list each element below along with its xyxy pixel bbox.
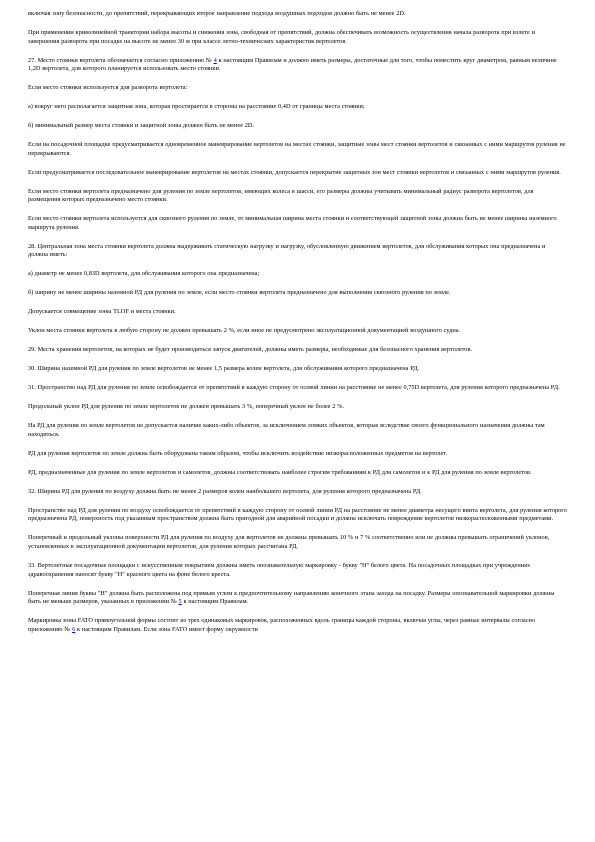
paragraph: 33. Вертолетные посадочные площадки с искусственным покрытием должны иметь опознавательную маркировку - букву "H" белого цвета. На посадочных площадках при учреждениях здравоохранения наносят букву "H" красного цвета на фоне белого креста. xyxy=(28,561,531,578)
paragraph: РД, предназначенные для руления по земле вертолетов и самолетов, должны соответствовать наиболее строгим требованиям к РД для самолетов и к РД для руления по земле вертолетов. xyxy=(28,468,532,476)
paragraph: Если место стоянки используется для разворота вертолета: xyxy=(28,84,188,92)
paragraph: При применении криволинейной траектории набора высоты и снижения зона, свободная от препятствий, должна обеспечивать возможность осуществления начала разворота при взлете и завершения разворота при посадке на высоте не менее 30 м при классе летно-технических характеристик вертолетов. xyxy=(28,28,535,45)
paragraph-text: к настоящим Правилам. Если зона FATO имеет форму окружности xyxy=(75,625,258,633)
paragraph: 28. Центральная зона места стоянки вертолета должна выдерживать статическую нагрузку и нагрузку, обусловленную движением вертолетов, для обслуживания которых она предназначена и должна иметь: xyxy=(28,242,546,259)
paragraph: а) диаметр не менее 0,83D вертолета, для обслуживания которого она предназначена; xyxy=(28,270,260,278)
appendix-link[interactable]: 5 xyxy=(178,598,182,606)
paragraph: Если предусматривается последовательное маневрирование вертолетов на местах стоянки, допускается перекрытие защитных зон мест стоянки вертолетов и связанных с ними маршрутов руления. xyxy=(28,168,561,176)
paragraph-text: 27. Место стоянки вертолета обозначается согласно приложению № xyxy=(28,56,214,64)
paragraph: РД для руления вертолетов по земле должна быть оборудована таким образом, чтобы исключить воздействие низкорасположенных предметов на вертолет. xyxy=(28,449,448,457)
paragraph: 29. Места хранения вертолетов, на которых не будет производиться запуск двигателей, должны иметь размеры, необходимые для безопасного хранения вертолетов. xyxy=(28,346,472,354)
appendix-link[interactable]: 6 xyxy=(72,625,76,633)
paragraph: На РД для руления по земле вертолетов не допускается наличие каких-либо объектов, за исключением ломких объектов, которые вследствие своего функционального назначения должны там находиться. xyxy=(28,422,545,438)
paragraph-text: к настоящим Правилам. xyxy=(181,598,249,606)
paragraph xyxy=(28,590,567,607)
paragraph: б) ширину не менее ширины наземной РД для руления по земле, если место стоянки вертолета предназначено для выполнения сквозного руления по земле. xyxy=(28,289,451,297)
paragraph-text: Поперечная линия буквы "H" должна быть расположена под прямым углом к предпочтительному направлению конечного этапа захода на посадку. Размеры опознавательной маркировки должны быть не меньше размеров, указанных в приложении № xyxy=(28,589,555,606)
paragraph: Продольный уклон РД для руления по земле вертолетов не должен превышать 3 %, поперечный уклон не более 2 %. xyxy=(28,403,344,411)
paragraph: 31. Пространство над РД для руления по земле освобождается от препятствий в каждую сторону от осевой линии на расстояние не менее 0,75D вертолета, для руления которого предназначена РД. xyxy=(28,384,560,392)
paragraph: Поперечный и продольный уклоны поверхности РД для руления по воздуху для вертолетов не должны превышать 10 % и 7 % соответственно или не должны превышать ограничений уклонов, установленных в эксплуатационной документации вертолетов, для руления которых рассчитана РД. xyxy=(28,534,550,550)
paragraph: Если место стоянки вертолета используется для сквозного руления по земле, то минимальная ширина места стоянки и соответствующей защитной зоны должна быть не менее ширины наземного маршрута руления. xyxy=(28,215,557,231)
paragraph-text: Маркировка зоны FATO прямоугольной формы состоит из трех одинаковых маркировок, расположенных вдоль границы каждой стороны, включая углы, через равные интервалы согласно приложению № xyxy=(28,617,536,633)
paragraph: Допускается совмещение зоны TLOF и места стоянки. xyxy=(28,308,176,316)
paragraph xyxy=(28,617,567,634)
paragraph: Пространство над РД для руления по воздуху освобождается от препятствий в каждую сторону от осевой линии РД на расстояние не менее диаметра несущего винта вертолета, для руления которого предназначена РД, поверхность под указанным пространством должна быть пригодной для аварийной посадки и должна исключать повреждение вертолетов низкорасположенными предметами. xyxy=(28,506,567,523)
paragraph: а) вокруг него располагается защитная зона, которая простирается в стороны на расстояние 0,4D от границы места стоянки; xyxy=(28,103,365,111)
paragraph: Если место стоянки вертолета предназначено для руления по земле вертолетов, имеющих колеса в шасси, его размеры должны учитывать минимальный радиус разворота вертолетов, для размещения которых предназначено место стоянки. xyxy=(28,187,534,204)
paragraph: 32. Ширина РД для руления по воздуху должна быть не менее 2 размеров колеи наибольшего вертолета, для руления которого предназначена РД. xyxy=(28,487,422,495)
paragraph: б) минимальный размер места стоянки и защитной зоны должен быть не менее 2D. xyxy=(28,122,255,130)
paragraph: включая зону безопасности, до препятствий, перекрывающих второе направление подхода воздушных подходов должно быть не менее 2D. xyxy=(28,10,406,17)
appendix-link[interactable]: 4 xyxy=(213,56,217,64)
paragraph: Если на посадочной площадке предусматривается одновременное маневрирование вертолетов на местах стоянки, защитные зоны мест стоянки вертолетов и связанных с ними маршрутов руления не перекрываются. xyxy=(28,141,566,157)
paragraph: Уклон места стоянки вертолета в любую сторону не должен превышать 2 %, если иное не предусмотрено эксплуатационной документацией воздушного судна. xyxy=(28,327,461,335)
paragraph xyxy=(28,57,567,74)
paragraph-text: к настоящим Правилам и должно иметь размеры, достаточные для того, чтобы поместить круг диаметром, равным величине 1,2D вертолета, для которого планируется использовать место стоянки. xyxy=(28,56,557,73)
paragraph: 30. Ширина наземной РД для руления по земле вертолетов не менее 1,5 размера колеи вертолета, для обслуживания которого предназначена РД. xyxy=(28,365,420,373)
